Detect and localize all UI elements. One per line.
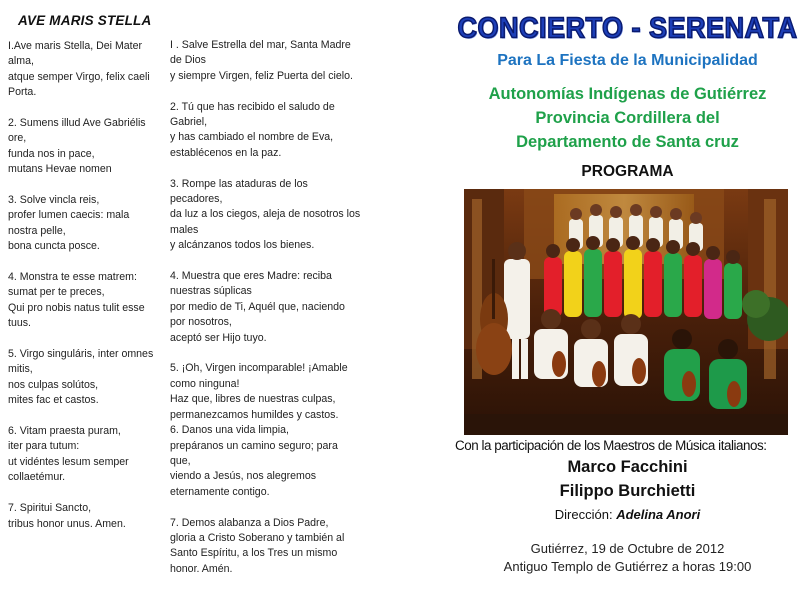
verse-line: nostra pelle, xyxy=(8,224,66,237)
spanish-stanza xyxy=(170,177,375,254)
event-subtitle: Para La Fiesta de la Municipalidad xyxy=(497,52,758,69)
latin-stanza xyxy=(8,347,166,409)
verse-line: que, xyxy=(170,454,191,467)
verse-line: por medio de Ti, Aquél que, naciendo xyxy=(170,300,345,313)
verse-line: sumat per te preces, xyxy=(8,286,105,299)
verse-line: por nosotros, xyxy=(170,316,232,329)
verse-line: honor. Amén. xyxy=(170,562,233,575)
organization-line: Autonomías Indígenas de Gutiérrez xyxy=(488,85,767,103)
verse-line: iter para tutum: xyxy=(8,440,80,453)
event-date-venue xyxy=(455,540,800,576)
event-date: Gutiérrez, 19 de Octubre de 2012 xyxy=(530,541,725,556)
concert-cover-column xyxy=(455,0,800,576)
verse-line: de Dios xyxy=(170,54,206,67)
latin-stanza xyxy=(8,270,166,332)
verse-line: atque semper Virgo, felix caeli xyxy=(8,70,150,83)
verse-line: 7. Demos alabanza a Dios Padre, xyxy=(170,516,329,529)
verse-line: y siempre Virgen, feliz Puerta del cielo. xyxy=(170,69,353,82)
verse-line: pecadores, xyxy=(170,193,223,206)
verse-line: 6. Vitam praesta puram, xyxy=(8,425,121,438)
verse-line: Qui pro nobis natus tulit esse xyxy=(8,301,145,314)
verse-line: Santo Espíritu, a los Tres un mismo xyxy=(170,547,338,560)
verse-line: da luz a los ciegos, aleja de nosotros los xyxy=(170,208,361,221)
direction-line xyxy=(455,507,800,522)
verse-line: 5. ¡Oh, Virgen incomparable! ¡Amable xyxy=(170,362,348,375)
latin-stanza xyxy=(8,193,166,255)
verse-line: 6. Danos una vida limpia, xyxy=(170,424,289,437)
verse-line: y has cambiado el nombre de Eva, xyxy=(170,131,334,144)
latin-stanza xyxy=(8,39,166,101)
verse-line: Haz que, libres de nuestras culpas, xyxy=(170,393,336,406)
verse-line: ut vidéntes lesum semper xyxy=(8,455,129,468)
program-heading: PROGRAMA xyxy=(581,163,674,180)
verse-line: profer lumen caecis: mala xyxy=(8,209,130,222)
verse-line: viendo a Jesús, nos alegremos xyxy=(170,470,317,483)
concert-title: CONCIERTO - SERENATA xyxy=(457,12,798,44)
latin-stanza xyxy=(8,424,166,486)
latin-hymn-column xyxy=(8,0,166,547)
latin-stanza xyxy=(8,501,166,532)
event-venue: Antiguo Templo de Gutiérrez a horas 19:00 xyxy=(503,559,752,574)
organization-line: Provincia Cordillera del xyxy=(535,109,720,127)
verse-line: I . Salve Estrella del mar, Santa Madre xyxy=(170,39,351,51)
direction-label: Dirección: xyxy=(554,507,613,522)
spanish-stanza xyxy=(170,100,375,162)
verse-line: gloria a Cristo Soberano y también al xyxy=(170,531,345,544)
organization-block xyxy=(455,82,800,154)
verse-line: ore, xyxy=(8,132,27,145)
verse-line: mites fac et castos. xyxy=(8,394,99,407)
verse-line: nuestras súplicas xyxy=(170,285,252,298)
spanish-verses xyxy=(170,38,375,577)
verse-line: permanezcamos humildes y castos. xyxy=(170,408,339,421)
verse-line: tribus honor unus. Amen. xyxy=(8,517,126,530)
verse-line: bona cuncta posce. xyxy=(8,240,100,253)
organization-line: Departamento de Santa cruz xyxy=(516,133,739,151)
participation-line: Con la participación de los Maestros de Música italianos: xyxy=(455,438,767,453)
spanish-stanza xyxy=(170,269,375,346)
verse-line: y alcánzanos todos los bienes. xyxy=(170,239,315,252)
verse-line: 5. Virgo singuláris, inter omnes xyxy=(8,348,154,361)
choir-photo-illustration xyxy=(464,189,788,435)
verse-line: funda nos in pace, xyxy=(8,147,95,160)
spanish-hymn-column xyxy=(170,0,375,593)
verse-line: nos culpas solútos, xyxy=(8,378,99,391)
spanish-stanza xyxy=(170,516,375,578)
spanish-stanza xyxy=(170,361,375,423)
verse-line: mitis, xyxy=(8,363,33,376)
verse-line: collaetémur. xyxy=(8,471,66,484)
verse-line: I.Ave maris Stella, Dei Mater xyxy=(8,40,143,52)
verse-line: males xyxy=(170,223,199,236)
latin-stanza xyxy=(8,116,166,178)
verse-line: 4. Muestra que eres Madre: reciba xyxy=(170,270,332,283)
verse-line: 3. Solve vincla reis, xyxy=(8,194,100,207)
spanish-stanza xyxy=(170,38,375,84)
verse-line: Porta. xyxy=(8,86,37,99)
latin-hymn-title: AVE MARIS STELLA xyxy=(18,13,152,28)
maestro-name: Marco Facchini xyxy=(567,458,688,476)
maestro-name: Filippo Burchietti xyxy=(559,482,696,500)
verse-line: eternamente contigo. xyxy=(170,485,270,498)
latin-verses xyxy=(8,39,166,532)
verse-line: Gabriel, xyxy=(170,116,208,129)
verse-line: establécenos en la paz. xyxy=(170,146,282,159)
verse-line: 2. Tú que has recibido el saludo de xyxy=(170,100,335,113)
verse-line: como ninguna! xyxy=(170,377,240,390)
verse-line: prepáranos un camino seguro; para xyxy=(170,439,338,452)
verse-line: mutans Hevae nomen xyxy=(8,163,112,176)
verse-line: alma, xyxy=(8,55,34,68)
director-name: Adelina Anori xyxy=(616,507,701,522)
verse-line: 4. Monstra te esse matrem: xyxy=(8,271,137,284)
verse-line: tuus. xyxy=(8,317,31,330)
verse-line: 7. Spiritui Sancto, xyxy=(8,502,92,515)
choir-photo xyxy=(464,189,788,435)
verse-line: 3. Rompe las ataduras de los xyxy=(170,177,308,190)
verse-line: aceptó ser Hijo tuyo. xyxy=(170,331,267,344)
spanish-stanza xyxy=(170,423,375,500)
verse-line: 2. Sumens illud Ave Gabriélis xyxy=(8,117,146,130)
